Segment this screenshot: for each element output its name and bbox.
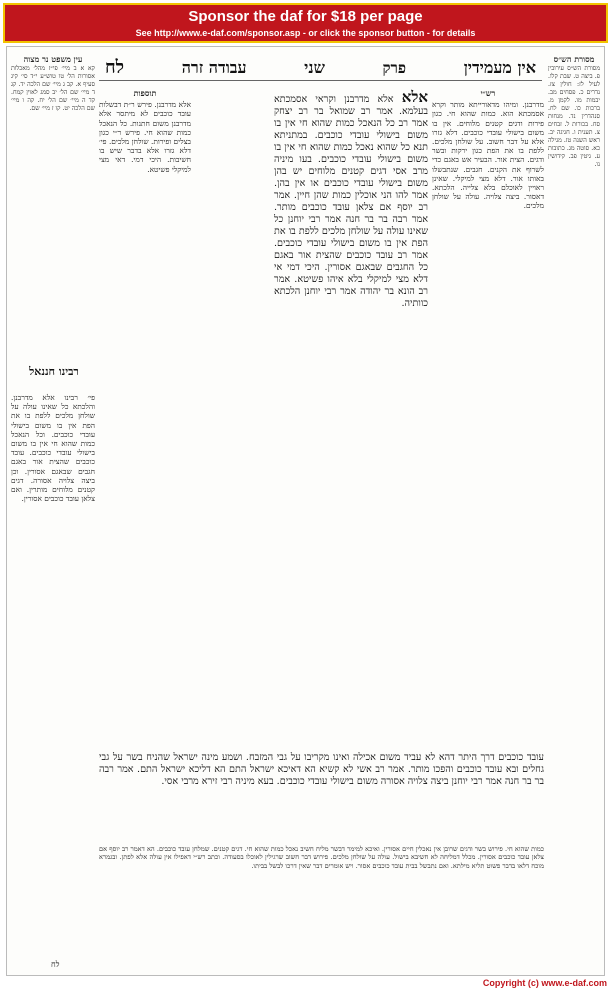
chapter-number: שני bbox=[304, 58, 325, 77]
sponsor-banner[interactable] bbox=[3, 3, 608, 43]
rashi-commentary bbox=[432, 89, 544, 779]
tosafot-label: תוספות bbox=[133, 89, 157, 98]
sponsor-title[interactable]: Sponsor the daf for $18 per page bbox=[188, 8, 423, 25]
tosafot-text: אלא מדרבנן. פירש ר״ת דבשלות עובד כוכבים לא מיתסר אלא מדרבנן משום חתנות. כל הנאכל כמות שהוא חי. פירש ר״י כגון בצלים ופירות. שולחן מלכים. פי׳ דלא גזרו אלא בדבר שיש בו חשיבות. היכי דמי. דאי מצי למיקלי פשיטא. bbox=[99, 100, 191, 174]
tosafot-commentary bbox=[99, 89, 191, 509]
bottom-commentary bbox=[99, 845, 544, 967]
ein-mishpat-margin bbox=[11, 55, 95, 375]
rabbenu-chananel-text: פי׳ רבינו אלא מדרבנן. והלכתא כל שאינו עולה על שולחן מלכים ללפת בו את הפת אין בו משום בישולי עובדי כוכבים. וכל הנאכל כמות שהוא חי אין בו משום בישולי עובדי כוכבים. עובד כוכבים שהצית אור באגם חגבים שבאגם אסורין. וכן ביצה צלויה אסורה. דגים קטנים מלוחים מותרין. ואם צלאן עובד כוכבים אסורין. bbox=[11, 393, 95, 504]
sponsor-subtitle[interactable]: See http://www.e-daf.com/sponsor.asp - or click the sponsor button - for details bbox=[135, 28, 476, 38]
gemara-wide-block bbox=[99, 752, 544, 842]
page-header bbox=[99, 53, 542, 81]
rabbenu-chananel-title: רבינו חננאל bbox=[29, 365, 79, 378]
pereq-label: פרק bbox=[382, 59, 407, 77]
ein-mishpat-label: עין משפט נר מצוה bbox=[23, 55, 83, 64]
folio-number: לח bbox=[105, 57, 125, 78]
bottom-commentary-text: כמות שהוא חי. פירוש בשר ודגים שרובן אין נאכלין חיים אסורין. ואיכא למימר דבשר מליח חשיב נאכל כמות שהוא חי. דגים קטנים. שמלחן עובד כוכבים. הא דאמר רב יוסף אם צלאן עובד כוכבים אסורין. מכלל דמליחה לא חשיבא בישול. עולה על שולחן מלכים. פירוש דבר חשוב שרגילין לאוכלו בסעודה. וכתב רש״י דאפילו אין עולה אלא לפתן. ובגמרא מוכח דלאו בדבר פשוט תליא מילתא. ואם נתבשל בבית עובד כוכבים אסור. ויש אומרים דבר שאין דרכו לבשל בביתו. bbox=[99, 845, 544, 870]
chapter-name: אין מעמידין bbox=[463, 58, 536, 77]
masoret-text: מסורת הש״ס עירובין פ. ביצה ט. שבת קלו. לעיל לז: חולין צז. נדרים כ. פסחים מב. יבמות מו. לקמן מ. ברכות כו. שם לח. סנהדרין נד. מנחות סח. בכורות ל. זבחים צ. תענית ו. חגיגה יב. ראש השנה טז. מגילה כא. סוטה מג. כתובות ע. גיטין פב. קידושין נו. bbox=[548, 65, 600, 168]
ein-mishpat-text: קא א ב מיי׳ פי״ז מהל׳ מאכלות אסורות הל׳ טו טוש״ע י״ד סי׳ קיג סעיף א. קב ג מיי׳ שם הלכה יד. קג ד מיי׳ שם הל׳ יב סמג לאוין קמח. קד ה מיי׳ שם הל׳ יח. קה ו מיי׳ שם הלכה יט. קו ז מיי׳ שם. bbox=[11, 65, 95, 112]
gemara-text-block bbox=[274, 89, 428, 749]
tractate-name: עבודה זרה bbox=[181, 58, 247, 77]
rashi-label: רש״י bbox=[480, 89, 496, 98]
masoret-label: מסורת הש״ס bbox=[553, 55, 595, 64]
rashi-text: מדרבנן. ומיהו מדאורייתא מותר וקרא אסמכתא הוא. כמות שהוא חי. כגון פירות ודגים קטנים מלוחים. אין בו משום בישולי עובדי כוכבים. דלא גזרו אלא על דבר חשוב. על שולחן מלכים. ללפת בו את הפת כגון ירקות ובשר ודגים. הצית אור. הבעיר אש באגם כדי לשרוף את הקנים. חגבים. שנתבשלו באותו אור. דלא מצי למיקלי. שאינן ראויין לאוכלם בלא צלייה. הלכתא. דאסור. ביצה צלויה. עולה על שולחן מלכים. bbox=[432, 100, 544, 211]
gemara-opening-word: אלא bbox=[401, 89, 428, 106]
masoret-hashas-margin bbox=[548, 55, 600, 955]
page-number: לח bbox=[51, 960, 60, 969]
gemara-wide-text: עובד כוכבים דרך היתר דהא לא עביד משום אכילה ואינו מקריבו על גבי המזבח. ושמע מינה ישראל שהניח בשר על גבי גחלים ובא עובד כוכבים והפכו מותר. אמר רב אשי לא קשיא הא דאיכא ישראל התם הא דליכא ישראל התם. אמר רבה בר בר חנה אמר רבי יוחנן ביצה צלויה אסורה משום בישולי עובדי כוכבים. בעא מיניה רבי זירא מרבי אסי. bbox=[99, 752, 544, 787]
copyright-link[interactable]: Copyright (c) www.e-daf.com bbox=[482, 978, 607, 988]
rabbenu-chananel-commentary bbox=[11, 393, 95, 983]
gemara-body: אלא מדרבנן וקראי אסמכתא בעלמא. אמר רב שמואל בר רב יצחק אמר רב כל הנאכל כמות שהוא חי אין בו משום בישולי עובדי כוכבים. במתניתא תנא כל שהוא נאכל כמות שהוא חי אין בו משום בישולי עובדי כוכבים. בעו מיניה מרב אסי דגים קטנים מלוחים יש בהן משום בישולי עובדי כוכבים או אין בהן. אמר להו הני אוכלין כמות שהן חיין. אמר רב יוסף אם צלאן עובד כוכבים מותר. אמר רבה בר בר חנה אמר רבי יוחנן כל שאינו עולה על שולחן מלכים ללפת בו את הפת אין בו משום בישולי עובדי כוכבים. אמר רב עובד כוכבים שהצית אור באגם כל החגבים שבאגם אסורין. היכי דמי אי דלא מצי למיקלי בלא איהו פשיטא. אמר רב הונא בר יהודה אמר רבי יוחנן הלכתא כוותיה. bbox=[274, 94, 428, 309]
talmud-page bbox=[6, 46, 605, 976]
